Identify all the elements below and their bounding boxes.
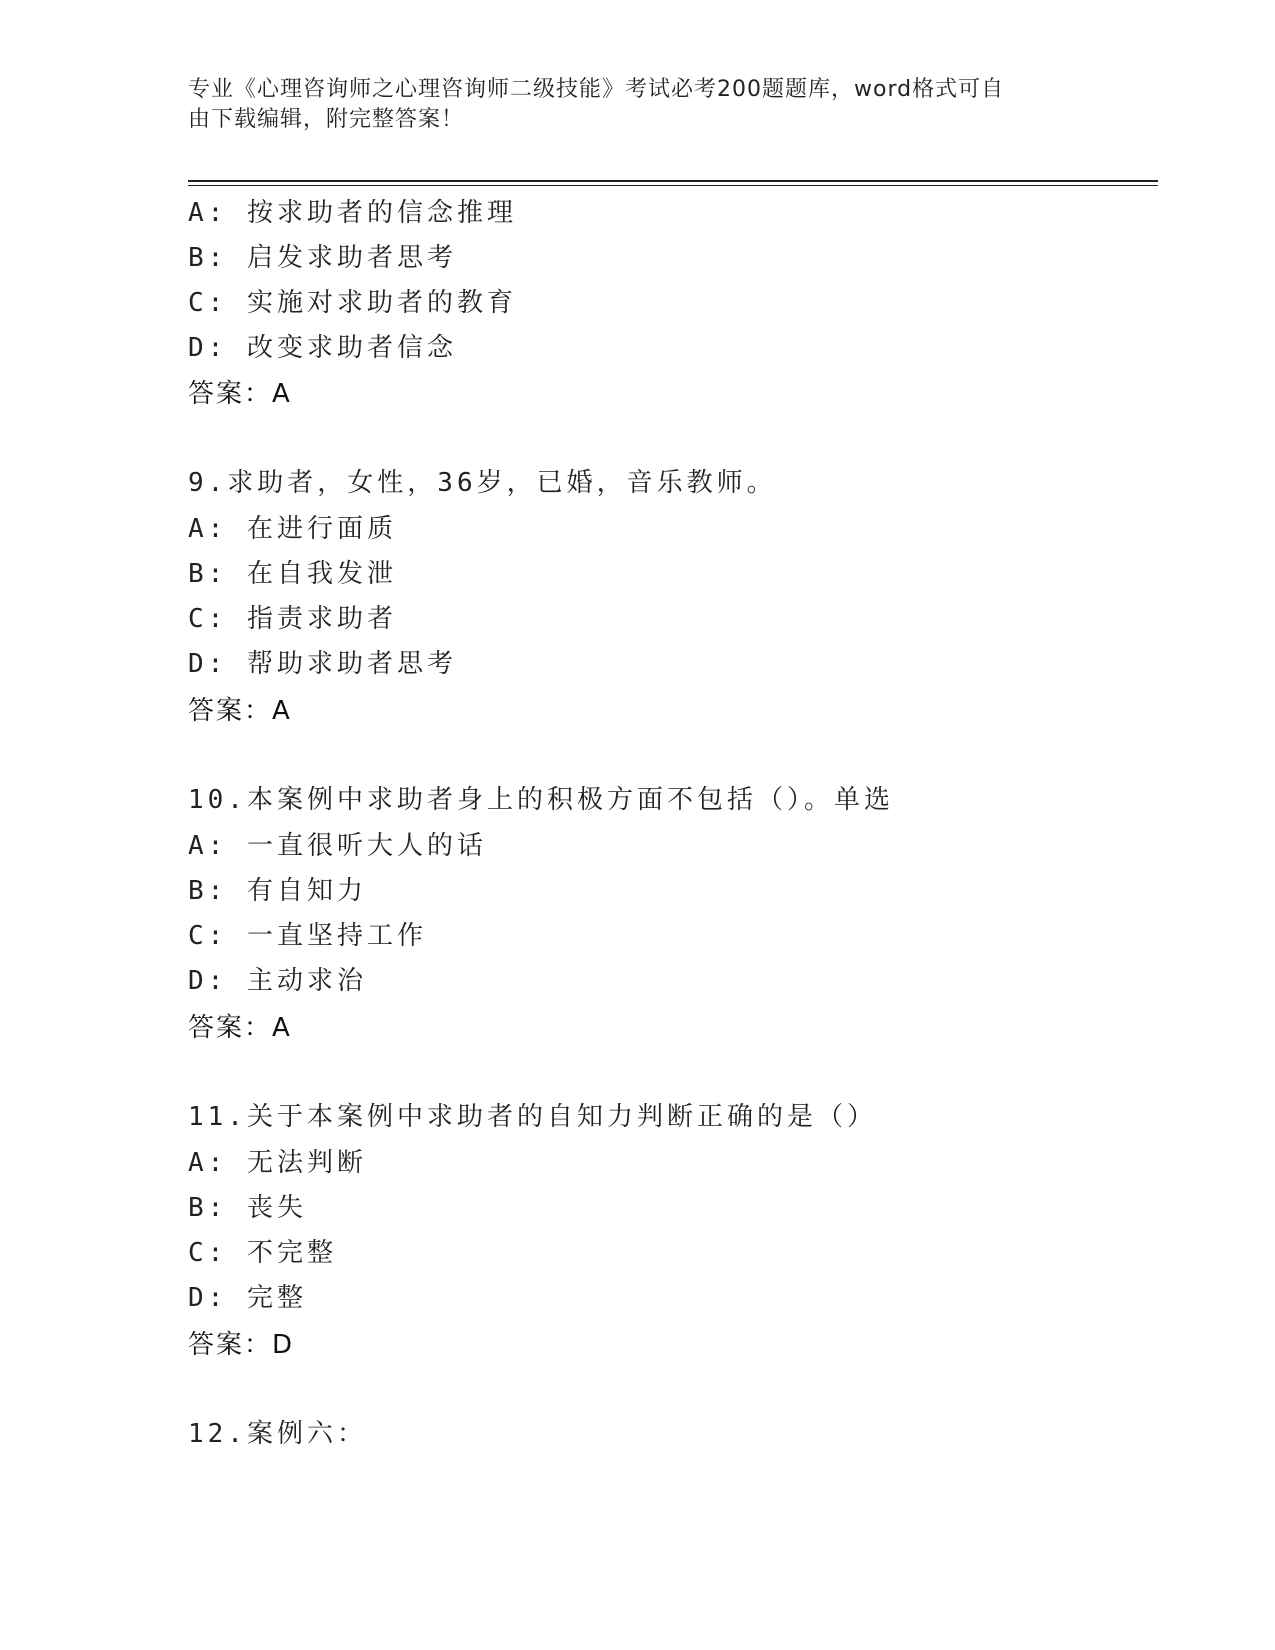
- q10-answer: 答案：A: [188, 1013, 292, 1043]
- header-line-1: 专业《心理咨询师之心理咨询师二级技能》考试必考200题题库，word格式可自: [188, 77, 1005, 102]
- q10-option-b: B: 有自知力: [188, 876, 367, 906]
- q10-option-d: D: 主动求治: [188, 966, 367, 996]
- document-header: [188, 75, 1068, 135]
- q9-option-a: A: 在进行面质: [188, 514, 397, 544]
- q9-answer: 答案：A: [188, 696, 292, 726]
- q8-option-b: B: 启发求助者思考: [188, 243, 457, 273]
- header-line-2: 由下载编辑，附完整答案！: [188, 107, 465, 132]
- header-divider-thin: [188, 185, 1158, 186]
- q8-option-c: C: 实施对求助者的教育: [188, 288, 517, 318]
- q8-option-d: D: 改变求助者信念: [188, 333, 457, 363]
- q9-option-c: C: 指责求助者: [188, 604, 397, 634]
- q9-option-d: D: 帮助求助者思考: [188, 649, 457, 679]
- q10-option-a: A: 一直很听大人的话: [188, 831, 487, 861]
- q8-answer: 答案：A: [188, 379, 292, 409]
- q9-title: 9.求助者，女性，36岁，已婚，音乐教师。: [188, 468, 777, 498]
- q11-answer: 答案：D: [188, 1330, 295, 1360]
- q12-title: 12.案例六：: [188, 1419, 367, 1449]
- q9-option-b: B: 在自我发泄: [188, 559, 397, 589]
- q11-title: 11.关于本案例中求助者的自知力判断正确的是（）: [188, 1102, 877, 1132]
- q11-option-d: D: 完整: [188, 1283, 307, 1313]
- q8-option-a: A: 按求助者的信念推理: [188, 198, 517, 228]
- q11-option-b: B: 丧失: [188, 1193, 307, 1223]
- q10-option-c: C: 一直坚持工作: [188, 921, 427, 951]
- q11-option-a: A: 无法判断: [188, 1148, 367, 1178]
- q10-title: 10.本案例中求助者身上的积极方面不包括（）。单选: [188, 785, 894, 815]
- header-divider-thick: [188, 180, 1158, 182]
- q11-option-c: C: 不完整: [188, 1238, 337, 1268]
